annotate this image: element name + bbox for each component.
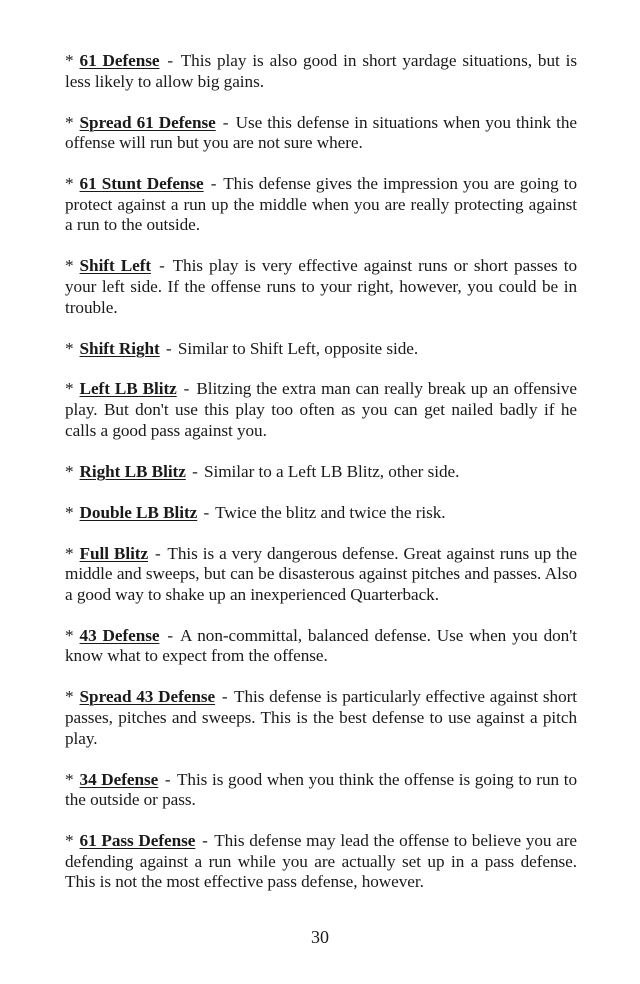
play-entry-full-blitz <box>65 544 577 606</box>
play-entry-spread-43-defense <box>65 687 577 749</box>
play-description: A non-committal, balanced defense. Use when you don't know what to expect from the offense. <box>65 625 577 666</box>
separator: - <box>165 338 172 358</box>
play-term: Full Blitz <box>79 543 149 563</box>
play-description: This play is very effective against runs or short passes to your left side. If the offense runs to your right, however, you could be in trouble. <box>65 256 578 317</box>
separator: - <box>167 51 174 70</box>
play-term: Shift Left <box>79 256 152 276</box>
play-term: 61 Stunt Defense <box>79 174 204 194</box>
bullet-star: * <box>65 256 74 276</box>
play-entry-right-lb-blitz <box>65 462 577 483</box>
play-entry-34-defense <box>65 770 577 811</box>
bullet-star: * <box>65 461 74 481</box>
play-entry-shift-left <box>65 256 577 318</box>
separator: - <box>221 687 228 707</box>
play-description: Blitzing the extra man can really break up an offensive play. But don't use this play too often as you can get nailed badly if he calls a good pass against you. <box>65 379 578 440</box>
play-description: This defense may lead the offense to believe you are defending against a run while you are actually set up in a pass defense. This is not the most effective pass defense, however. <box>65 831 577 892</box>
play-term: 61 Pass Defense <box>79 831 196 851</box>
play-entry-left-lb-blitz <box>65 379 577 441</box>
separator: - <box>159 256 165 276</box>
play-description: This defense is particularly effective against short passes, pitches and sweeps. This is the best defense to use against a pitch play. <box>65 687 578 748</box>
play-term: Spread 43 Defense <box>79 687 216 707</box>
play-term: Left LB Blitz <box>79 379 177 399</box>
play-entry-61-pass-defense <box>65 831 577 893</box>
play-description: Similar to a Left LB Blitz, other side. <box>204 461 460 481</box>
separator: - <box>164 769 171 789</box>
manual-page-body <box>65 51 577 913</box>
separator: - <box>167 625 174 645</box>
separator: - <box>210 174 217 194</box>
bullet-star: * <box>65 338 74 358</box>
bullet-star: * <box>65 769 74 789</box>
bullet-star: * <box>65 174 74 194</box>
separator: - <box>192 461 198 481</box>
play-term: Spread 61 Defense <box>79 112 216 132</box>
play-term: 61 Defense <box>79 51 160 70</box>
bullet-star: * <box>65 625 74 645</box>
play-term: Right LB Blitz <box>79 461 186 481</box>
bullet-star: * <box>65 502 74 522</box>
play-description: Use this defense in situations when you think the offense will run but you are not sure where. <box>65 112 578 153</box>
page-number: 30 <box>311 927 329 947</box>
bullet-star: * <box>65 831 74 851</box>
bullet-star: * <box>65 112 74 132</box>
separator: - <box>222 112 229 132</box>
play-term: Shift Right <box>79 338 160 358</box>
separator: - <box>183 379 190 399</box>
separator: - <box>155 543 161 563</box>
play-description: This defense gives the impression you are going to protect against a run up the middle when you are really protecting against a run to the outside. <box>65 174 577 235</box>
bullet-star: * <box>65 687 74 707</box>
play-description: This is good when you think the offense is going to run to the outside or pass. <box>65 769 577 810</box>
play-description: Similar to Shift Left, opposite side. <box>177 338 419 358</box>
bullet-star: * <box>65 379 74 399</box>
bullet-star: * <box>65 51 74 70</box>
play-entry-61-stunt-defense <box>65 174 577 236</box>
play-description: This is a very dangerous defense. Great against runs up the middle and sweeps, but can be disasterous against pitches and passes. Also a good way to shake up an inexperienced Quarterback. <box>65 543 577 604</box>
separator: - <box>203 502 210 522</box>
play-term: 43 Defense <box>79 625 160 645</box>
play-entry-shift-right <box>65 339 577 360</box>
play-entry-61-defense <box>65 51 577 92</box>
play-description: Twice the blitz and twice the risk. <box>215 502 446 522</box>
play-term: 34 Defense <box>79 769 159 789</box>
play-entry-spread-61-defense <box>65 113 577 154</box>
play-entry-43-defense <box>65 626 577 667</box>
separator: - <box>202 831 208 851</box>
bullet-star: * <box>65 543 74 563</box>
play-entry-double-lb-blitz <box>65 503 577 524</box>
play-term: Double LB Blitz <box>79 502 198 522</box>
play-description: This play is also good in short yardage situations, but is less likely to allow big gains. <box>65 51 578 91</box>
